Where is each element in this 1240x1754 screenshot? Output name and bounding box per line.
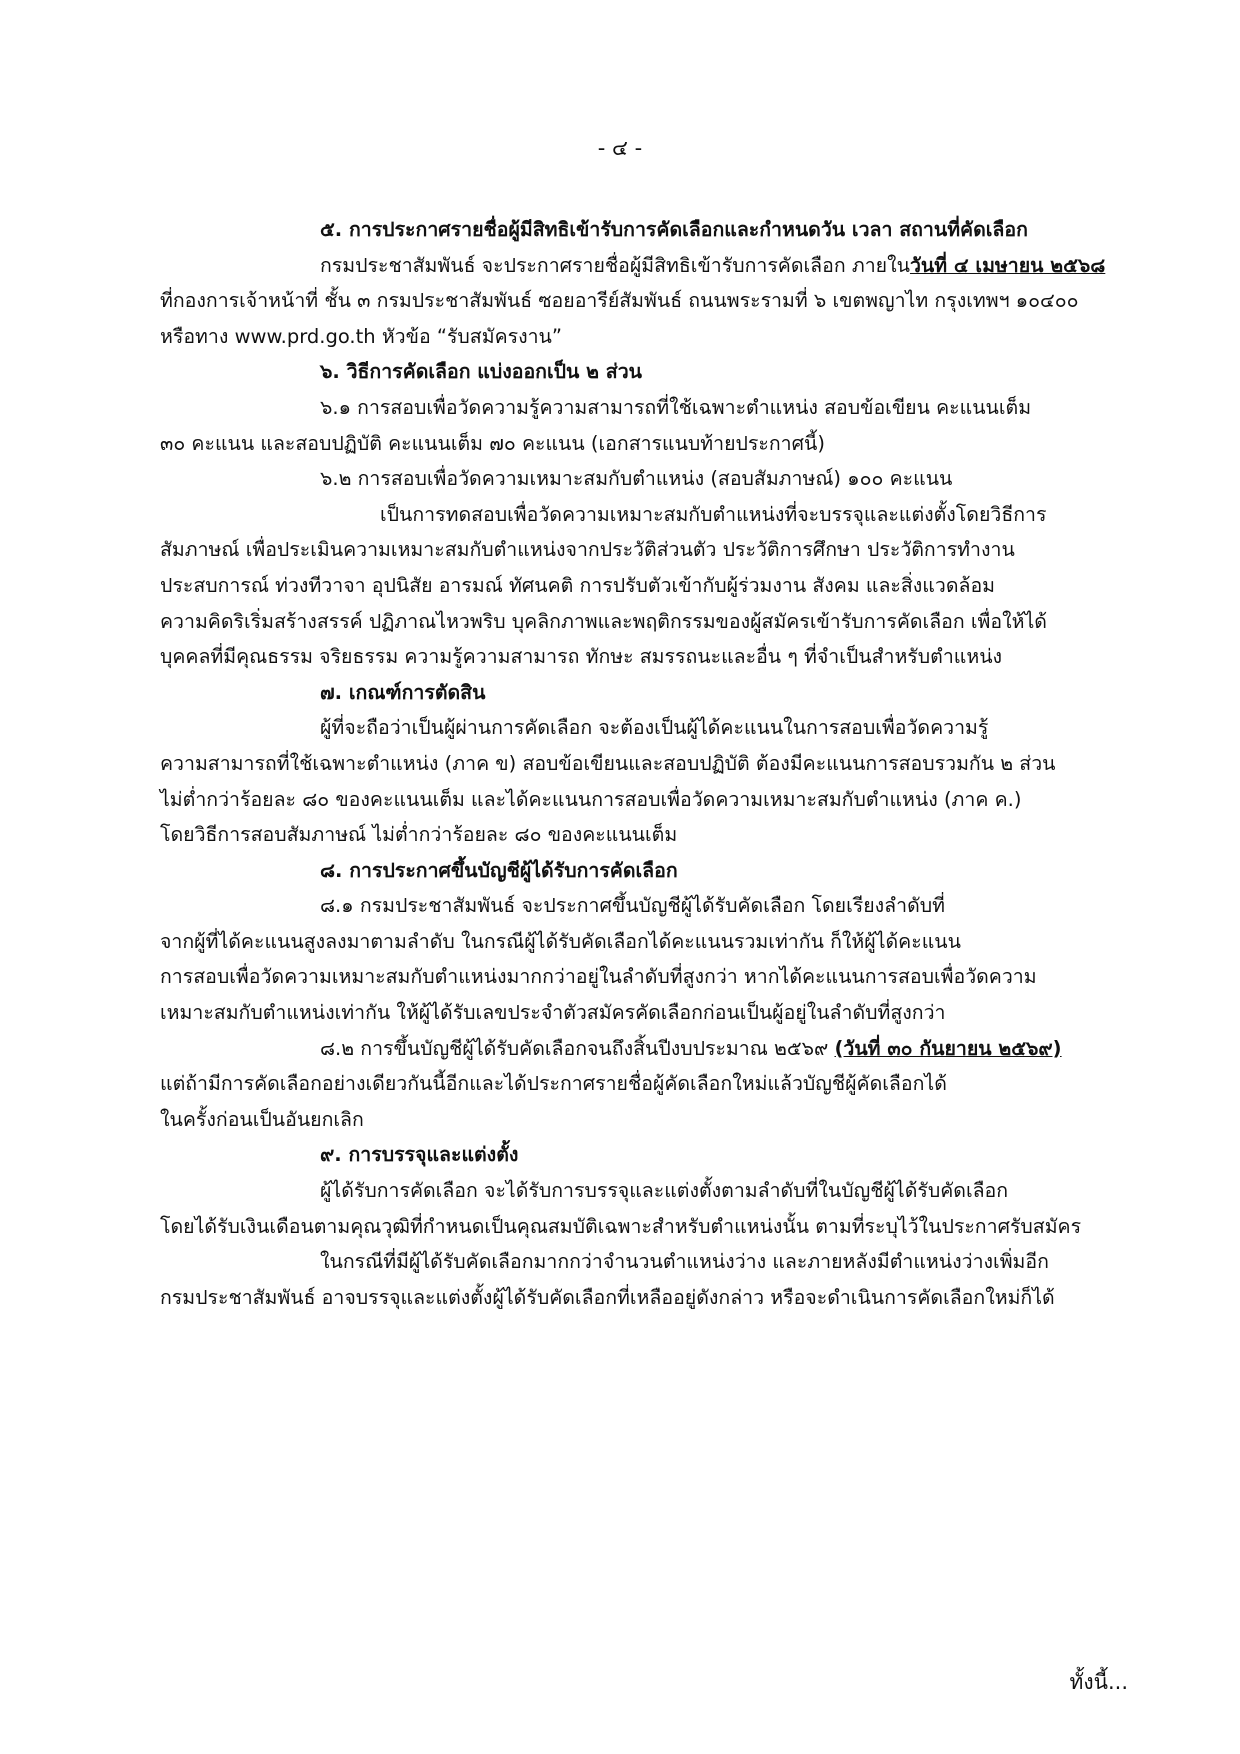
section-6-2-line-1: ๖.๒ การสอบเพื่อวัดความเหมาะสมกับตำแหน่ง (สอบสัมภาษณ์) ๑๐๐ คะแนน bbox=[320, 467, 953, 491]
section-7-line-4: โดยวิธีการสอบสัมภาษณ์ ไม่ต่ำกว่าร้อยละ ๘๐ ของคะแนนเต็ม bbox=[160, 823, 678, 847]
section-6-2-line-4: ประสบการณ์ ท่วงทีวาจา อุปนิสัย อารมณ์ ทัศนคติ การปรับตัวเข้ากับผู้ร่วมงาน สังคม และสิ่งแวดล้อม bbox=[160, 573, 996, 597]
section-8-2-line-3: ในครั้งก่อนเป็นอันยกเลิก bbox=[160, 1107, 364, 1131]
section-8-1-line-4: เหมาะสมกับตำแหน่งเท่ากัน ให้ผู้ได้รับเลขประจำตัวสมัครคัดเลือกก่อนเป็นผู้อยู่ในลำดับที่สูงกว่า bbox=[160, 1001, 946, 1025]
section-8-2-text: ๘.๒ การขึ้นบัญชีผู้ได้รับคัดเลือกจนถึงสิ้นปีงบประมาณ ๒๕๖๙ bbox=[320, 1036, 835, 1060]
section-6-heading: ๖. วิธีการคัดเลือก แบ่งออกเป็น ๒ ส่วน bbox=[320, 360, 642, 384]
section-8-1-line-3: การสอบเพื่อวัดความเหมาะสมกับตำแหน่งมากกว่าอยู่ในลำดับที่สูงกว่า หากได้คะแนนการสอบเพื่อวัดความ bbox=[160, 965, 1037, 989]
section-9-1-line-2: โดยได้รับเงินเดือนตามคุณวุฒิที่กำหนดเป็นคุณสมบัติเฉพาะสำหรับตำแหน่งนั้น ตามที่ระบุไว้ในประกาศรับสมัคร bbox=[160, 1214, 1082, 1238]
section-9-2-line-2: กรมประชาสัมพันธ์ อาจบรรจุและแต่งตั้งผู้ได้รับคัดเลือกที่เหลืออยู่ดังกล่าว หรือจะดำเนินการคัดเลือกใหม่ก็ได้ bbox=[160, 1285, 1055, 1309]
section-6-2-line-3: สัมภาษณ์ เพื่อประเมินความเหมาะสมกับตำแหน่งจากประวัติส่วนตัว ประวัติการศึกษา ประวัติการทำงาน bbox=[160, 538, 1015, 562]
section-9-2-line-1: ในกรณีที่มีผู้ได้รับคัดเลือกมากกว่าจำนวนตำแหน่งว่าง และภายหลังมีตำแหน่งว่างเพิ่มอีก bbox=[320, 1250, 1049, 1274]
section-8-2-line-2: แต่ถ้ามีการคัดเลือกอย่างเดียวกันนี้อีกและได้ประกาศรายชื่อผู้คัดเลือกใหม่แล้วบัญชีผู้คัดเลือกได้ bbox=[160, 1072, 947, 1096]
section-8-heading: ๘. การประกาศขึ้นบัญชีผู้ได้รับการคัดเลือก bbox=[320, 858, 678, 882]
section-7-line-3: ไม่ต่ำกว่าร้อยละ ๘๐ ของคะแนนเต็ม และได้คะแนนการสอบเพื่อวัดความเหมาะสมกับตำแหน่ง (ภาค ค.) bbox=[160, 787, 1022, 811]
section-7-line-1: ผู้ที่จะถือว่าเป็นผู้ผ่านการคัดเลือก จะต้องเป็นผู้ได้คะแนนในการสอบเพื่อวัดความรู้ bbox=[320, 716, 989, 740]
section-9-heading: ๙. การบรรจุและแต่งตั้ง bbox=[320, 1143, 519, 1167]
page-number: - ๔ - bbox=[597, 136, 643, 160]
document-body bbox=[160, 212, 1140, 1315]
section-6-2-line-6: บุคคลที่มีคุณธรรม จริยธรรม ความรู้ความสามารถ ทักษะ สมรรถนะและอื่น ๆ ที่จำเป็นสำหรับตำแหน่ง bbox=[160, 645, 1003, 669]
announcement-date: วันที่ ๔ เมษายน ๒๕๖๘ bbox=[909, 253, 1106, 277]
section-5-heading: ๕. การประกาศรายชื่อผู้มีสิทธิเข้ารับการคัดเลือกและกำหนดวัน เวลา สถานที่คัดเลือก bbox=[320, 218, 1028, 241]
section-5-line-2: ที่กองการเจ้าหน้าที่ ชั้น ๓ กรมประชาสัมพันธ์ ซอยอารีย์สัมพันธ์ ถนนพระรามที่ ๖ เขตพญาไท กรุงเทพฯ ๑๐๔๐๐ bbox=[160, 289, 1079, 313]
section-6-2-line-5: ความคิดริเริ่มสร้างสรรค์ ปฏิภาณไหวพริบ บุคลิกภาพและพฤติกรรมของผู้สมัครเข้ารับการคัดเลือก เพื่อให้ได้ bbox=[160, 609, 1047, 633]
continuation-marker: ทั้งนี้... bbox=[1069, 1670, 1128, 1694]
section-7-heading: ๗. เกณฑ์การตัดสิน bbox=[320, 680, 486, 704]
section-5-text: กรมประชาสัมพันธ์ จะประกาศรายชื่อผู้มีสิทธิเข้ารับการคัดเลือก ภายใน bbox=[320, 253, 910, 277]
list-expiry-date: (วันที่ ๓๐ กันยายน ๒๕๖๙) bbox=[834, 1036, 1062, 1060]
section-7-line-2: ความสามารถที่ใช้เฉพาะตำแหน่ง (ภาค ข) สอบข้อเขียนและสอบปฏิบัติ ต้องมีคะแนนการสอบรวมกัน ๒ ส่วน bbox=[160, 751, 1056, 775]
section-6-2-line-2: เป็นการทดสอบเพื่อวัดความเหมาะสมกับตำแหน่งที่จะบรรจุและแต่งตั้งโดยวิธีการ bbox=[380, 502, 1047, 526]
section-8-1-line-1: ๘.๑ กรมประชาสัมพันธ์ จะประกาศขึ้นบัญชีผู้ได้รับคัดเลือก โดยเรียงลำดับที่ bbox=[320, 894, 945, 918]
section-5-line-3: หรือทาง www.prd.go.th หัวข้อ “รับสมัครงาน” bbox=[160, 324, 562, 348]
section-8-1-line-2: จากผู้ที่ได้คะแนนสูงลงมาตามลำดับ ในกรณีผู้ได้รับคัดเลือกได้คะแนนรวมเท่ากัน ก็ให้ผู้ได้คะแนน bbox=[160, 929, 961, 953]
section-6-1-line-1: ๖.๑ การสอบเพื่อวัดความรู้ความสามารถที่ใช้เฉพาะตำแหน่ง สอบข้อเขียน คะแนนเต็ม bbox=[320, 395, 1032, 419]
section-6-1-line-2: ๓๐ คะแนน และสอบปฏิบัติ คะแนนเต็ม ๗๐ คะแนน (เอกสารแนบท้ายประกาศนี้) bbox=[160, 431, 825, 455]
section-8-2-line-1 bbox=[320, 1031, 1140, 1067]
section-9-1-line-1: ผู้ได้รับการคัดเลือก จะได้รับการบรรจุและแต่งตั้งตามลำดับที่ในบัญชีผู้ได้รับคัดเลือก bbox=[320, 1179, 1009, 1203]
section-5-line-1 bbox=[320, 248, 1140, 284]
